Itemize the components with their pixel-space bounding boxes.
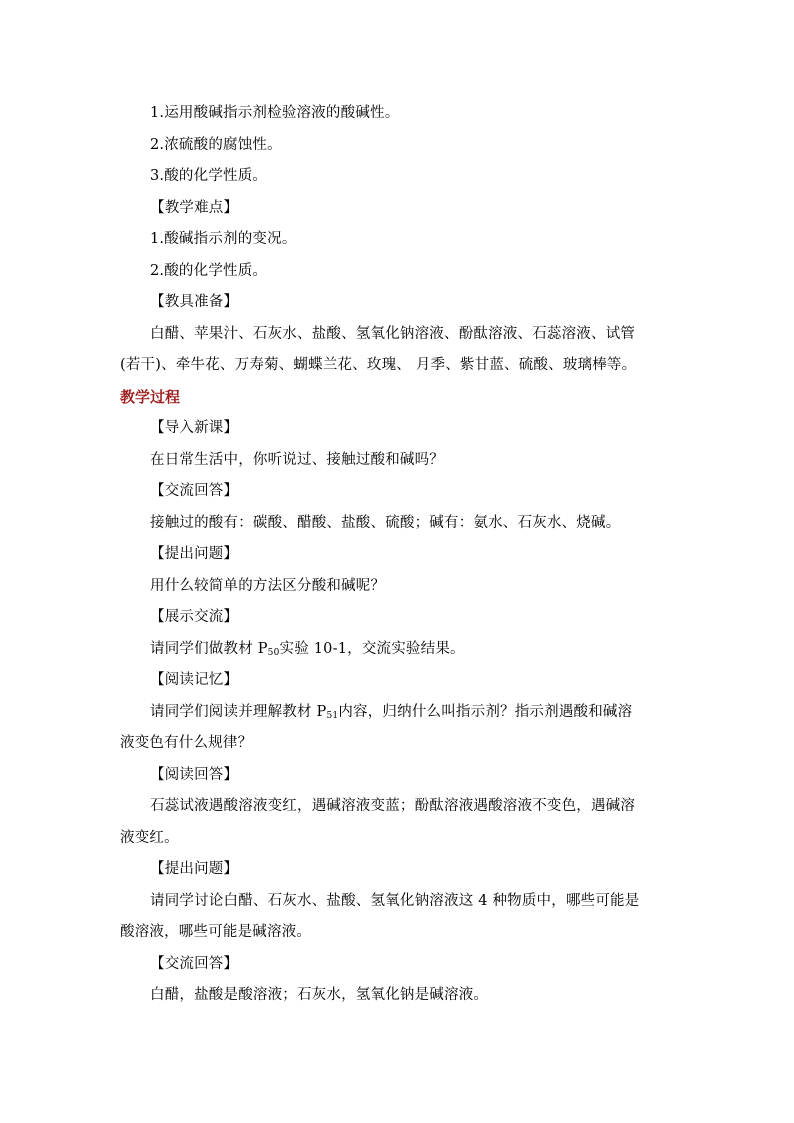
intro-heading: 【导入新课】: [150, 420, 239, 436]
read-line-2: 液变色有什么规律？: [120, 735, 253, 751]
show-text: [120, 634, 680, 666]
question2-line-1: 请同学讨论白醋、石灰水、盐酸、氢氧化钠溶液这 4 种物质中，哪些可能是: [150, 892, 640, 909]
show-page-subscript: 50: [267, 647, 280, 658]
intro-text: 在日常生活中，你听说过、接触过酸和碱吗？: [150, 451, 444, 468]
question1-heading: 【提出问题】: [150, 546, 239, 562]
read-text-a: 请同学们阅读并理解教材 P: [150, 703, 327, 720]
read-heading: 【阅读记忆】: [150, 672, 239, 688]
show-heading: 【展示交流】: [150, 609, 239, 625]
read-line-1: [120, 697, 680, 729]
objective-item-1: 1.运用酸碱指示剂检验溶液的酸碱性。: [150, 105, 400, 121]
difficulty-item-1: 1.酸碱指示剂的变况。: [150, 231, 297, 247]
prep-heading: 【教具准备】: [150, 294, 239, 310]
question2-line-2: 酸溶液，哪些可能是碱溶液。: [120, 924, 312, 940]
document-page: [120, 98, 680, 1012]
question2-heading: 【提出问题】: [150, 861, 239, 877]
read-text-b: 内容，归纳什么叫指示剂？指示剂遇酸和碱溶: [338, 703, 633, 720]
answer1-text: 接触过的酸有：碳酸、醋酸、盐酸、硫酸；碱有：氨水、石灰水、烧碱。: [150, 514, 621, 531]
difficulty-heading: 【教学难点】: [150, 199, 239, 216]
prep-line-1: 白醋、苹果汁、石灰水、盐酸、氢氧化钠溶液、酚酞溶液、石蕊溶液、试管: [150, 325, 636, 342]
show-text-b: 实验 10-1，交流实验结果。: [279, 640, 465, 657]
answer1-heading: 【交流回答】: [150, 483, 239, 499]
difficulty-item-2: 2.酸的化学性质。: [150, 262, 268, 279]
objective-item-2: 2.浓硫酸的腐蚀性。: [150, 136, 282, 153]
read-page-subscript: 51: [326, 710, 339, 721]
process-title: 教学过程: [120, 387, 181, 406]
read-answer-heading: 【阅读回答】: [150, 766, 239, 783]
prep-line-2: (若干)、牵牛花、万寿菊、蝴蝶兰花、玫瑰、 月季、紫甘蓝、硫酸、玻璃棒等。: [120, 357, 637, 373]
read-answer-line-1: 石蕊试液遇酸溶液变红，遇碱溶液变蓝；酚酞溶液遇酸溶液不变色，遇碱溶: [150, 798, 636, 814]
answer2-text: 白醋，盐酸是酸溶液；石灰水，氢氧化钠是碱溶液。: [150, 987, 489, 1003]
answer2-heading: 【交流回答】: [150, 955, 239, 972]
read-answer-line-2: 液变红。: [120, 829, 179, 846]
objective-item-3: 3.酸的化学性质。: [150, 168, 268, 184]
show-text-a: 请同学们做教材 P: [150, 640, 268, 657]
question1-text: 用什么较简单的方法区分酸和碱呢？: [150, 577, 386, 594]
